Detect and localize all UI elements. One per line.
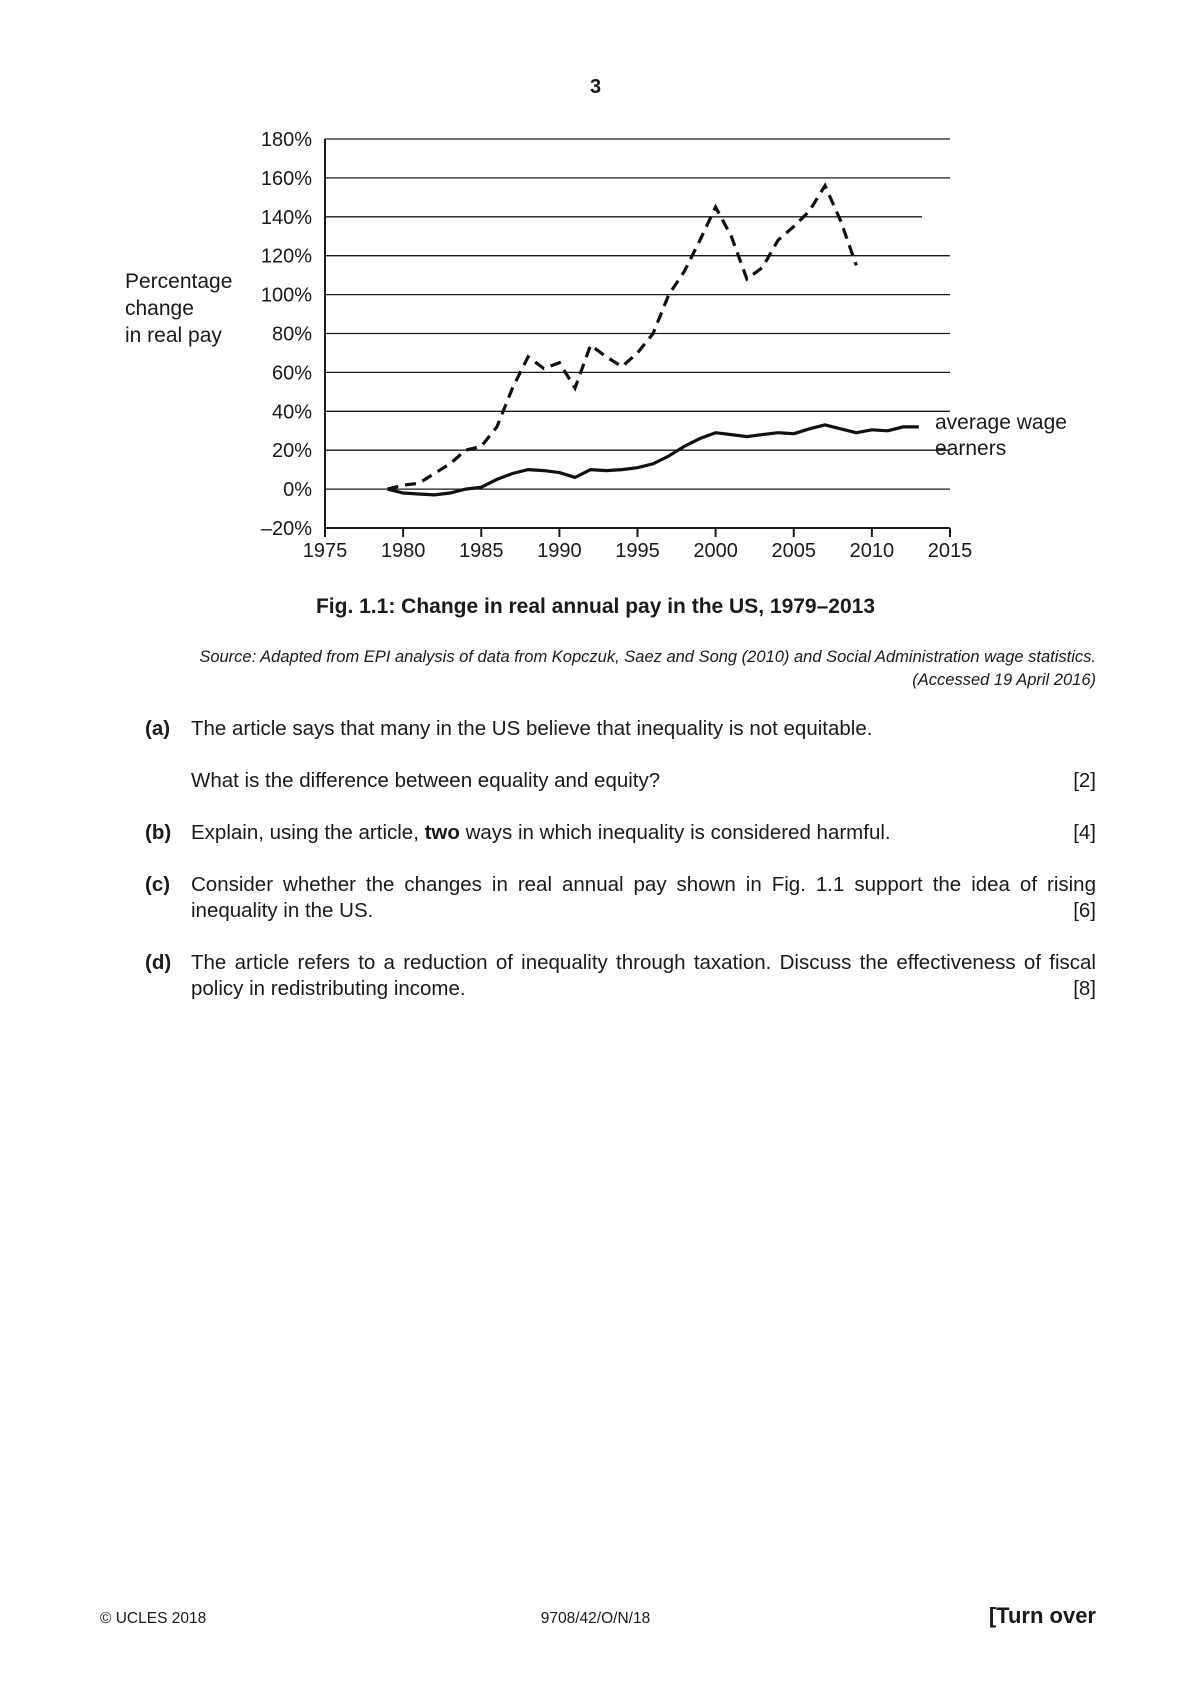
question-marks: [6] xyxy=(1073,899,1096,922)
question-text xyxy=(191,820,1096,846)
pay-change-chart xyxy=(0,0,1191,580)
text-segment: ways in which inequality is considered harmful. xyxy=(459,821,891,844)
page-number: 3 xyxy=(589,76,602,98)
x-tick-label: 2015 xyxy=(927,540,973,562)
source-line-2: (Accessed 19 April 2016) xyxy=(912,671,1096,689)
y-tick-label: 20% xyxy=(271,440,312,463)
series-label-line: earners xyxy=(935,437,1007,460)
x-tick-label: 1985 xyxy=(459,540,504,562)
y-axis-label-line: change xyxy=(125,297,194,320)
question-label: (d) xyxy=(145,951,172,974)
y-tick-label: –20% xyxy=(260,518,312,540)
y-tick-label: 180% xyxy=(260,129,312,151)
footer-code: 9708/42/O/N/18 xyxy=(540,1610,651,1627)
y-tick-labels xyxy=(261,129,312,540)
source-line-1: Source: Adapted from EPI analysis of data from Kopczuk, Saez and Song (2010) and Social Administration wage statistics. xyxy=(199,648,1096,666)
x-tick-label: 1975 xyxy=(302,540,348,562)
y-tick-label: 40% xyxy=(271,401,312,424)
text-segment: Explain, using the article, xyxy=(191,821,425,844)
chart-axes xyxy=(325,139,950,537)
question-marks: [8] xyxy=(1073,977,1096,1000)
y-tick-label: 80% xyxy=(271,323,312,346)
question-text: What is the difference between equality and equity? xyxy=(191,769,661,792)
question-text: The article says that many in the US believe that inequality is not equitable. xyxy=(191,717,873,740)
question-label: (b) xyxy=(145,821,172,844)
chart-grid xyxy=(325,139,950,489)
x-tick-label: 2010 xyxy=(849,540,895,562)
x-tick-label: 2000 xyxy=(693,540,738,562)
y-axis-label-line: in real pay xyxy=(125,324,222,347)
figure-caption: Fig. 1.1: Change in real annual pay in the US, 1979–2013 xyxy=(315,595,876,618)
question-label: (c) xyxy=(145,873,171,896)
question-text: The article refers to a reduction of inequality through taxation. Discuss the effectiveness of fiscal policy in redistributing income. xyxy=(191,951,1096,1000)
chart-series xyxy=(387,186,918,495)
series-label xyxy=(935,411,1067,460)
y-tick-label: 160% xyxy=(260,167,312,190)
series-line-dashed xyxy=(388,186,857,489)
y-axis-label xyxy=(125,270,232,347)
y-tick-label: 60% xyxy=(271,362,312,385)
y-axis-label-line: Percentage xyxy=(125,270,233,293)
x-tick-label: 2005 xyxy=(771,540,816,562)
y-tick-label: 100% xyxy=(260,284,312,307)
y-tick-label: 140% xyxy=(260,206,312,229)
question-text: Consider whether the changes in real annual pay shown in Fig. 1.1 support the idea of rising inequality in the US. xyxy=(191,873,1096,922)
series-line-average-wage-earners xyxy=(388,425,919,495)
y-tick-label: 120% xyxy=(260,245,312,268)
emphasis: two xyxy=(424,821,460,844)
turn-over: [Turn over xyxy=(988,1603,1096,1628)
y-tick-label: 0% xyxy=(283,479,312,502)
x-tick-labels xyxy=(303,540,973,562)
question-marks: [4] xyxy=(1073,821,1096,844)
question-label: (a) xyxy=(145,717,171,740)
x-tick-label: 1990 xyxy=(537,540,582,562)
series-label-line: average wage xyxy=(935,411,1067,434)
x-tick-label: 1980 xyxy=(380,540,426,562)
figure-source xyxy=(100,646,1096,692)
question-marks: [2] xyxy=(1073,769,1096,792)
footer-copyright: © UCLES 2018 xyxy=(100,1610,207,1627)
x-tick-label: 1995 xyxy=(615,540,660,562)
